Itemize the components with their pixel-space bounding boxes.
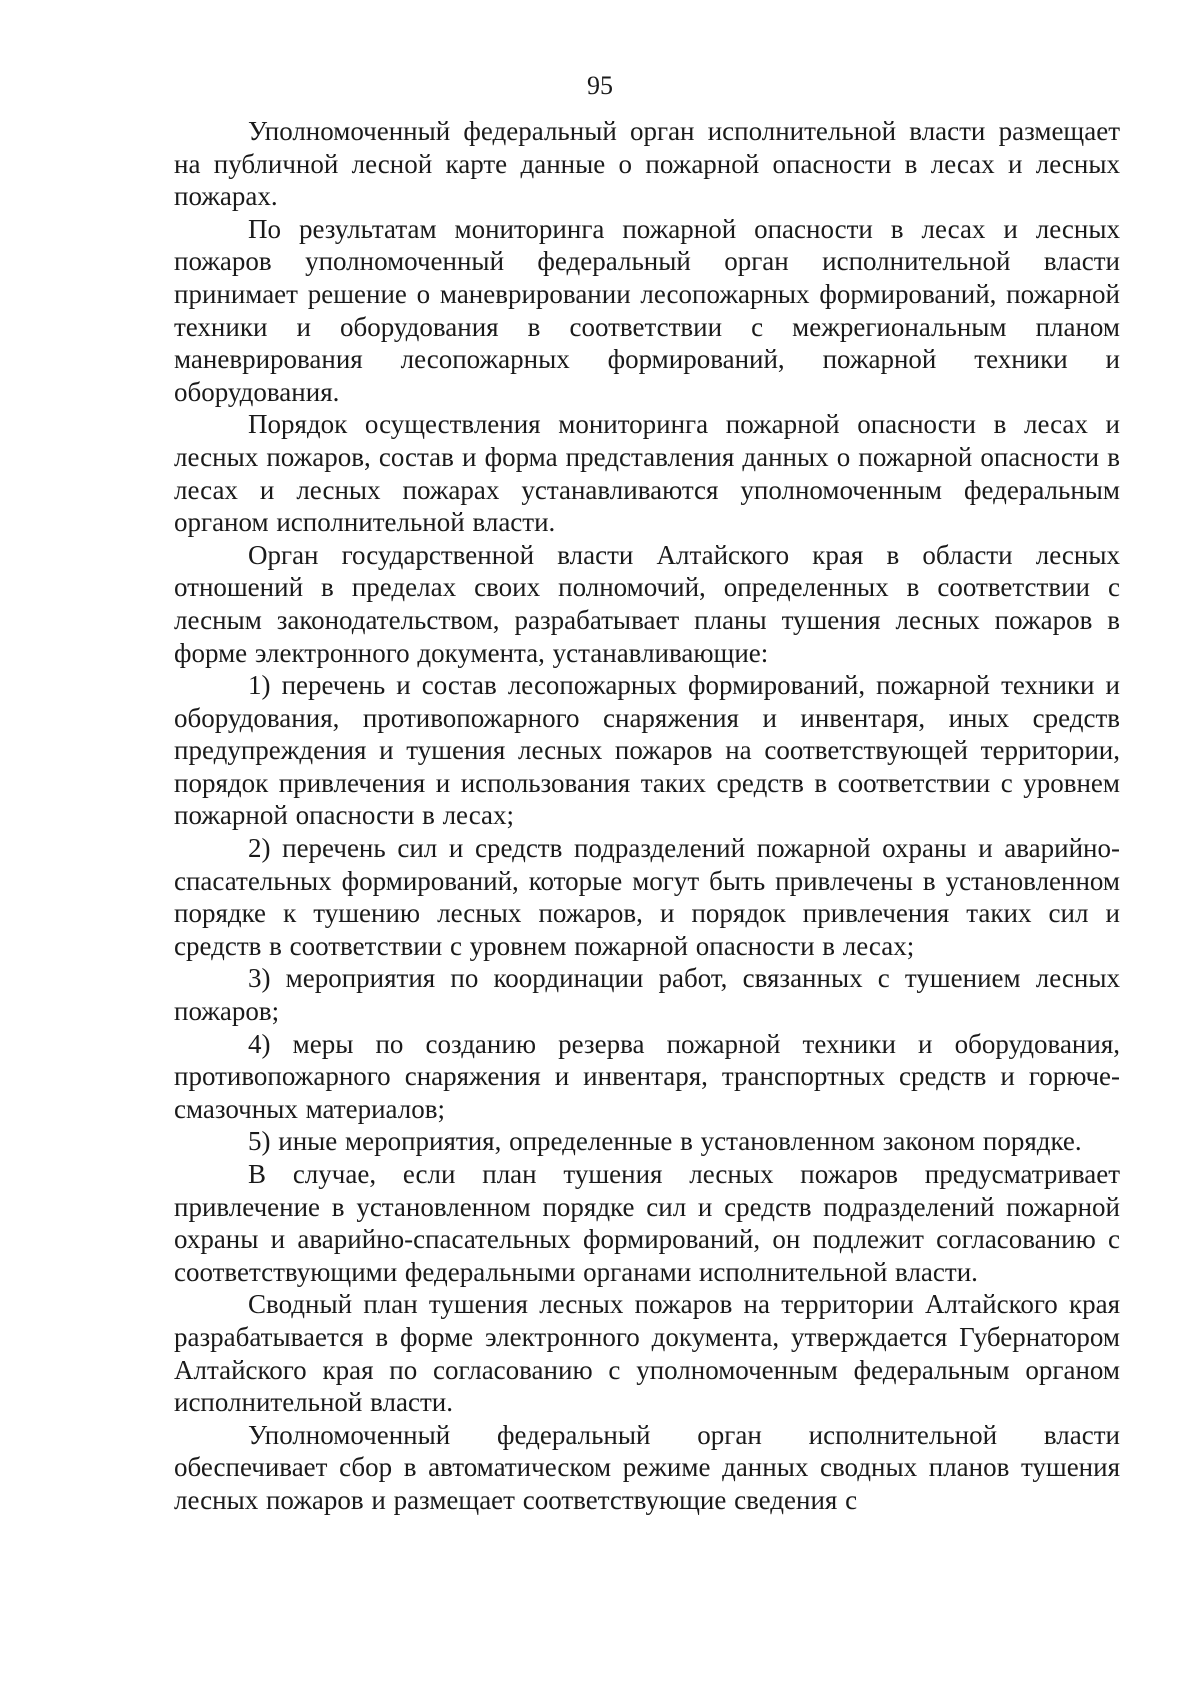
- paragraph-regional-authority: Орган государственной власти Алтайского края в области лесных отношений в пределах своих полномочий, определенных в соответствии с лесным законодательством, разрабатывает планы тушения лесных пожаров в форме электронного документа, устанавливающие:: [174, 539, 1120, 668]
- page-number: 95: [587, 71, 613, 100]
- paragraph-monitoring-procedure: Порядок осуществления мониторинга пожарной опасности в лесах и лесных пожаров, состав и форма представления данных о пожарной опасности в лесах и лесных пожарах устанавливаются уполномоченным федеральным органом исполнительной власти.: [174, 409, 1120, 538]
- paragraph-data-collection: Уполномоченный федеральный орган исполнительной власти обеспечивает сбор в автоматическом режиме данных сводных планов тушения лесных пожаров и размещает соответствующие сведения с: [174, 1419, 1120, 1515]
- paragraph-consolidated-plan: Сводный план тушения лесных пожаров на территории Алтайского края разрабатывается в форме электронного документа, утверждается Губернатором Алтайского края по согласованию с уполномоченным федеральным органом исполнительной власти.: [174, 1289, 1120, 1418]
- list-item-4: 4) меры по созданию резерва пожарной техники и оборудования, противопожарного снаряжения и инвентаря, транспортных средств и горюче-смазочных материалов;: [174, 1028, 1120, 1124]
- paragraph-monitoring-results: По результатам мониторинга пожарной опасности в лесах и лесных пожаров уполномоченный федеральный орган исполнительной власти принимает решение о маневрировании лесопожарных формирований, пожарной техники и оборудования в соответствии с межрегиональным планом маневрирования лесопожарных формирований, пожарной техники и оборудования.: [174, 213, 1120, 407]
- list-item-2: 2) перечень сил и средств подразделений пожарной охраны и аварийно-спасательных формирований, которые могут быть привлечены в установленном порядке к тушению лесных пожаров, и порядок привлечения таких сил и средств в соответствии с уровнем пожарной опасности в лесах;: [174, 833, 1120, 961]
- list-item-5: 5) иные мероприятия, определенные в установленном законом порядке.: [248, 1126, 1082, 1157]
- list-item-1: 1) перечень и состав лесопожарных формирований, пожарной техники и оборудования, противопожарного снаряжения и инвентаря, иных средств предупреждения и тушения лесных пожаров на соответствующей территории, порядок привлечения и использования таких средств в соответствии с уровнем пожарной опасности в лесах;: [174, 670, 1120, 831]
- paragraph-plan-coordination: В случае, если план тушения лесных пожаров предусматривает привлечение в установленном порядке сил и средств подразделений пожарной охраны и аварийно-спасательных формирований, он подлежит согласованию с соответствующими федеральными органами исполнительной власти.: [174, 1159, 1120, 1287]
- paragraph-public-forest-map: Уполномоченный федеральный орган исполнительной власти размещает на публичной лесной карте данные о пожарной опасности в лесах и лесных пожарах.: [174, 116, 1120, 212]
- list-item-3: 3) мероприятия по координации работ, связанных с тушением лесных пожаров;: [174, 963, 1120, 1027]
- document-body: [174, 115, 1120, 1517]
